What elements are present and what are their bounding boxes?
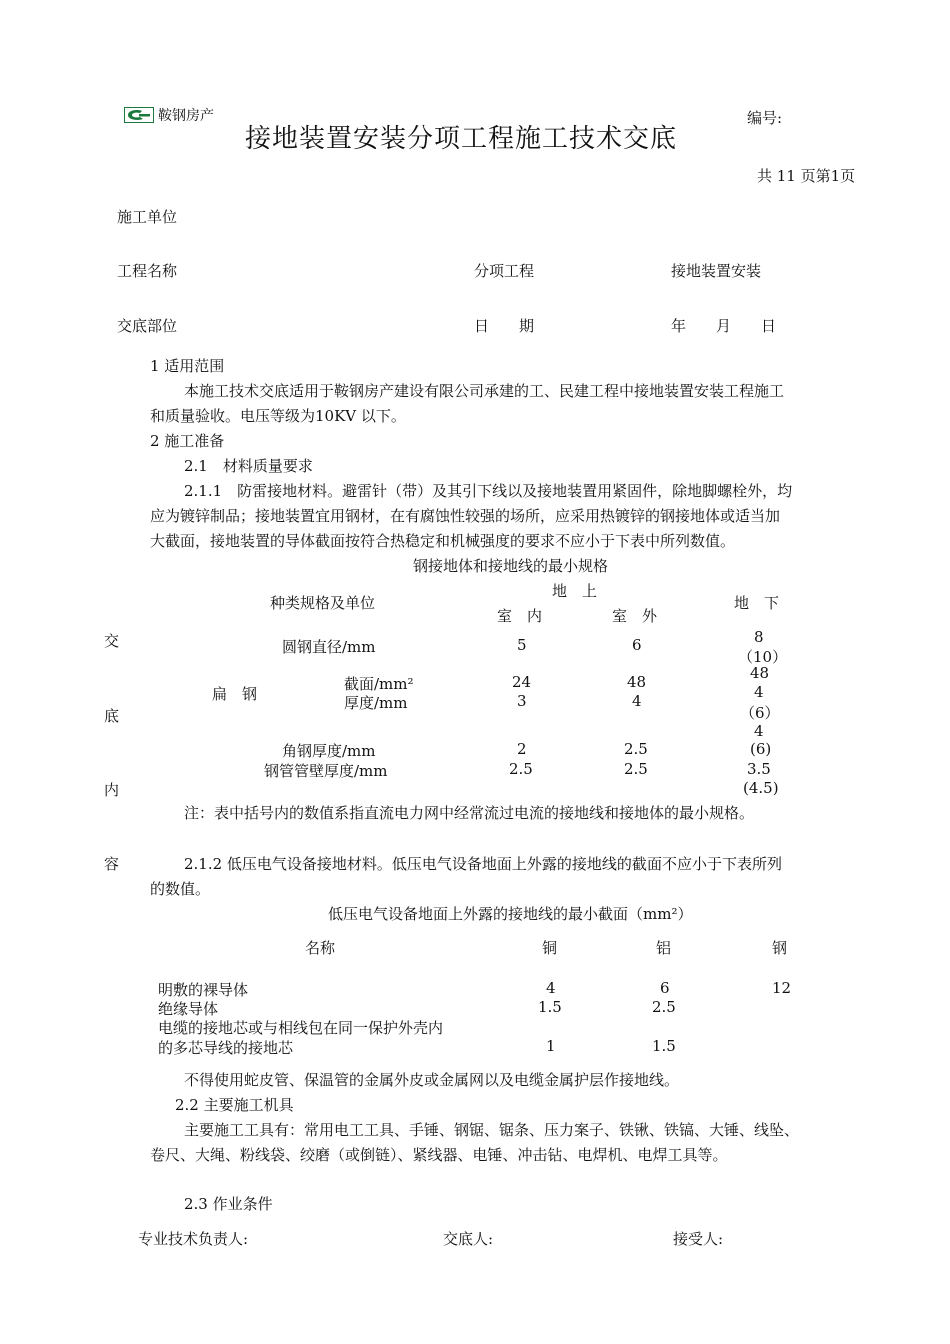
table-1-header: 地 下 (734, 594, 780, 612)
table-cell: 2.5 (624, 740, 648, 758)
section-1-title: 1 适用范围 (150, 357, 225, 375)
table-cell: 2.5 (624, 760, 648, 778)
discloser-label: 交底人: (443, 1230, 494, 1248)
table-1-caption: 钢接地体和接地线的最小规格 (413, 557, 609, 575)
table-cell: (6) (750, 740, 772, 758)
table-cell: (4.5) (743, 779, 779, 797)
table-cell: 1.5 (652, 1037, 676, 1055)
table-cell: 8 (754, 628, 764, 646)
side-label-char: 容 (104, 855, 120, 873)
table-1-header: 地 上 (552, 582, 598, 600)
receiver-label: 接受人: (673, 1230, 724, 1248)
section-2-1-1-line: 2.1.1 防雷接地材料。避雷针（带）及其引下线以及接地装置用紧固件，除地脚螺栓外，均 (184, 482, 793, 500)
table-1-header: 室 内 (497, 607, 543, 625)
section-2-2-line: 卷尺、大绳、粉线袋、绞磨（或倒链）、紧线器、电锤、冲击钻、电焊机、电焊工具等。 (150, 1146, 728, 1164)
date-label: 日 期 (474, 317, 535, 335)
table-cell: 2 (517, 740, 527, 758)
table-cell: 4 (546, 979, 556, 997)
section-2-1-1-line: 应为镀锌制品；接地装置宜用钢材，在有腐蚀性较强的场所，应采用热镀锌的钢接地体或适当加 (150, 507, 781, 525)
page-info: 共 11 页第1页 (757, 167, 856, 185)
tech-lead-label: 专业技术负责人: (138, 1230, 249, 1248)
company-name: 鞍钢房产 (158, 108, 214, 124)
table-cell: 6 (632, 636, 642, 654)
table-2-header: 铜 (542, 939, 558, 957)
section-2-title: 2 施工准备 (150, 432, 225, 450)
table-cell: 12 (772, 979, 792, 997)
page-title: 接地装置安装分项工程施工技术交底 (245, 124, 678, 154)
section-2-1-1-line: 大截面，接地装置的导体截面按符合热稳定和机械强度的要求不应小于下表中所列数值。 (150, 532, 736, 550)
side-label-char: 底 (104, 707, 120, 725)
company-logo-icon (124, 107, 154, 123)
table-1-header: 室 外 (612, 607, 658, 625)
table-cell: 角钢厚度/mm (282, 742, 376, 760)
table-cell: 绝缘导体 (158, 1000, 219, 1018)
table-cell: 2.5 (652, 998, 676, 1016)
table-1-note: 注：表中括号内的数值系指直流电力网中经常流过电流的接地线和接地体的最小规格。 (184, 804, 755, 822)
table-cell: （6） (740, 704, 780, 722)
table-cell: 厚度/mm (344, 694, 408, 712)
table-cell: 3 (517, 692, 527, 710)
table-cell: 电缆的接地芯或与相线包在同一保护外壳内 (158, 1019, 444, 1037)
doc-code-label: 编号: (747, 109, 783, 127)
section-2-1-2-line: 2.1.2 低压电气设备接地材料。低压电气设备地面上外露的接地线的截面不应小于下表所列 (184, 855, 782, 873)
table-cell: 2.5 (509, 760, 533, 778)
table-2-header: 铝 (656, 939, 672, 957)
construction-unit-label: 施工单位 (117, 208, 178, 226)
section-2-1-2-line: 的数值。 (150, 880, 211, 898)
table-cell: 4 (754, 722, 764, 740)
table-cell: 1.5 (538, 998, 562, 1016)
table-cell: 钢管管壁厚度/mm (264, 762, 388, 780)
table-cell: 圆钢直径/mm (282, 638, 376, 656)
section-2-2-title: 2.2 主要施工机具 (175, 1096, 294, 1114)
table-cell: 4 (632, 692, 642, 710)
table-cell: 4 (754, 683, 764, 701)
table-cell: 24 (512, 673, 532, 691)
table-cell: 的多芯导线的接地芯 (158, 1039, 294, 1057)
table-cell: 扁 钢 (212, 685, 258, 703)
table-1-header: 种类规格及单位 (270, 594, 376, 612)
table-2-caption: 低压电气设备地面上外露的接地线的最小截面（mm²） (328, 905, 693, 923)
project-name-label: 工程名称 (117, 262, 178, 280)
subproject-label: 分项工程 (474, 262, 535, 280)
table-cell: （10） (738, 648, 788, 666)
disclosure-part-label: 交底部位 (117, 317, 178, 335)
table-cell: 48 (627, 673, 647, 691)
date-value: 年 月 日 (671, 317, 777, 335)
table-cell: 5 (517, 636, 527, 654)
table-cell: 3.5 (747, 760, 771, 778)
section-2-3-title: 2.3 作业条件 (184, 1195, 273, 1213)
table-cell: 截面/mm² (344, 675, 414, 693)
section-1-paragraph: 和质量验收。电压等级为10KV 以下。 (150, 407, 406, 425)
table-2-header: 名称 (305, 939, 336, 957)
table-cell: 1 (546, 1037, 556, 1055)
company-logo (124, 105, 214, 125)
table-2-header: 钢 (772, 939, 788, 957)
table-cell: 明敷的裸导体 (158, 981, 249, 999)
side-label-char: 交 (104, 632, 120, 650)
table-cell: 48 (750, 664, 770, 682)
side-label-char: 内 (104, 781, 120, 799)
section-1-paragraph: 本施工技术交底适用于鞍钢房产建设有限公司承建的工、民建工程中接地装置安装工程施工 (184, 382, 785, 400)
section-2-1-2-note: 不得使用蛇皮管、保温管的金属外皮或金属网以及电缆金属护层作接地线。 (184, 1071, 680, 1089)
section-2-2-line: 主要施工工具有：常用电工工具、手锤、钢锯、锯条、压力案子、铁锹、铁镐、大锤、线坠、 (184, 1121, 800, 1139)
section-2-1-title: 2.1 材料质量要求 (184, 457, 313, 475)
subproject-value: 接地装置安装 (671, 262, 762, 280)
table-cell: 6 (660, 979, 670, 997)
